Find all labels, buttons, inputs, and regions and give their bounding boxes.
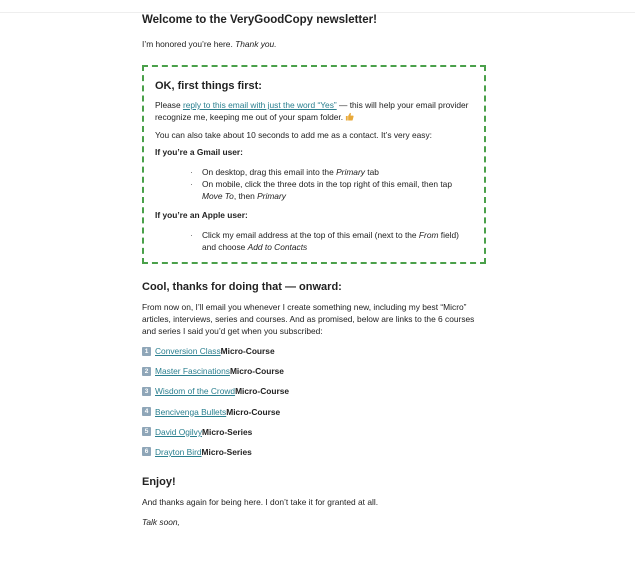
list-item: 5 David Ogilvy Micro-Series	[142, 426, 487, 438]
list-item: 2 Master Fascinations Micro-Course	[142, 365, 487, 377]
course-link-david-ogilvy[interactable]: David Ogilvy	[155, 426, 203, 437]
list-item: 6 Drayton Bird Micro-Series	[142, 446, 487, 458]
signoff-text: Talk soon,	[142, 516, 180, 527]
reply-instruction: Please reply to this email with just the word “Yes” — this will help your email provider recognize me, keeping me out of your spam folder.	[155, 100, 469, 122]
closing-title: Enjoy!	[142, 475, 176, 488]
number-badge-icon: 2	[142, 367, 151, 376]
contact-instruction: You can also take about 10 seconds to add me as a contact. It’s very easy:	[155, 130, 433, 140]
course-link-drayton-bird[interactable]: Drayton Bird	[155, 446, 202, 457]
course-link-bencivenga-bullets[interactable]: Bencivenga Bullets	[155, 406, 227, 417]
email-title: Welcome to the VeryGoodCopy newsletter!	[142, 14, 377, 26]
number-badge-icon: 5	[142, 427, 151, 436]
apple-heading: If you’re an Apple user:	[155, 210, 248, 220]
list-item: 1 Conversion Class Micro-Course	[142, 345, 487, 357]
intro-text: I’m honored you’re here. Thank you.	[142, 39, 277, 49]
list-item: · Click my email address at the top of this email (next to the From field) and choose Add to Contacts	[190, 229, 474, 253]
gmail-heading: If you’re a Gmail user:	[155, 147, 243, 157]
first-things-box	[142, 65, 486, 264]
course-link-master-fascinations[interactable]: Master Fascinations	[155, 366, 230, 377]
course-link-wisdom-of-the-crowd[interactable]: Wisdom of the Crowd	[155, 386, 236, 397]
list-item: 3 Wisdom of the Crowd Micro-Course	[142, 385, 487, 397]
gmail-steps	[155, 166, 474, 202]
reply-link[interactable]: reply to this email with just the word “Yes”	[182, 100, 337, 110]
onward-text: From now on, I’ll email you whenever I create something new, including my best “Micro” articles, interviews, series and courses. And as promised, below are links to the 6 courses and series I said you’d get when you subscribed:	[142, 302, 475, 336]
list-item: · On desktop, drag this email into the Primary tab	[190, 166, 474, 178]
closing-text: And thanks again for being here. I don’t take it for granted at all.	[142, 496, 379, 507]
top-divider	[0, 12, 635, 13]
course-list	[142, 345, 487, 458]
list-item: · On mobile, click the three dots in the top right of this email, then tap Move To, then Primary	[190, 178, 474, 202]
apple-steps	[155, 229, 474, 253]
number-badge-icon: 3	[142, 387, 151, 396]
number-badge-icon: 4	[142, 407, 151, 416]
thumbs-up-icon	[345, 112, 354, 121]
course-link-conversion-class[interactable]: Conversion Class	[155, 346, 221, 356]
box-title: OK, first things first:	[155, 80, 262, 92]
email-body	[142, 14, 487, 528]
list-item: 4 Bencivenga Bullets Micro-Course	[142, 406, 487, 418]
number-badge-icon: 6	[142, 447, 151, 456]
number-badge-icon: 1	[142, 347, 151, 356]
section-title-onward: Cool, thanks for doing that — onward:	[142, 281, 342, 293]
